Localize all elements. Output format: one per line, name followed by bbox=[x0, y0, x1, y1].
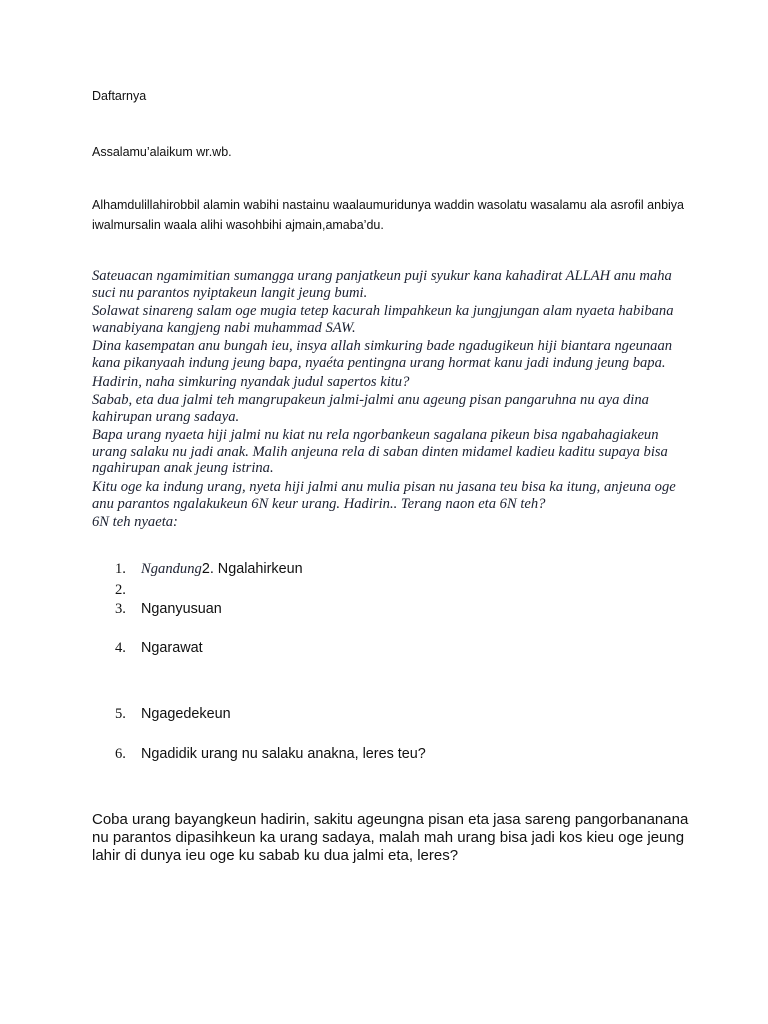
list-item-text: Ngarawat bbox=[141, 640, 203, 656]
list-item-text-extra: 2. Ngalahirkeun bbox=[201, 561, 303, 577]
speech-paragraph: Dina kasempatan anu bungah ieu, insya allah simkuring bade ngadugikeun hiji biantara ngeunaan kana pikanyaah indung jeung bapa, nyaéta pentingna urang hormat kanu jadi indung jeung bapa. bbox=[92, 338, 673, 371]
list-number: 4. bbox=[115, 640, 126, 656]
list-item-text: Ngagedekeun bbox=[141, 706, 231, 722]
list-item-text: Nganyusuan bbox=[141, 601, 222, 617]
speech-paragraph: Kitu oge ka indung urang, nyeta hiji jalmi anu mulia pisan nu jasana teu bisa ka itung, anjeuna oge anu parantos ngalakukeun 6N keur urang. Hadirin.. Terang naon eta 6N teh? bbox=[92, 479, 676, 512]
speech-body bbox=[92, 268, 692, 533]
list-number: 3. bbox=[115, 601, 126, 617]
list-number: 2. bbox=[115, 582, 126, 598]
list-item-text: Ngandung bbox=[141, 561, 202, 577]
closing-paragraph: Coba urang bayangkeun hadirin, sakitu ageungna pisan eta jasa sareng pangorbananana nu parantos dipasihkeun ka urang sadaya, malah mah urang bisa jadi kos kieu oge jeung lahir di dunya ieu oge ku sabab ku dua jalmi eta, leres? bbox=[92, 811, 689, 864]
list-item bbox=[115, 582, 141, 599]
list-item bbox=[115, 640, 203, 657]
list-item bbox=[115, 746, 426, 763]
speech-paragraph: Bapa urang nyaeta hiji jalmi nu kiat nu rela ngorbankeun sagalana pikeun bisa ngabahagiakeun urang salaku nu jadi anak. Malih anjeuna rela di saban dinten midamel kadieu kaditu supaya bisa ngahirupan anak jeung istrina. bbox=[92, 427, 668, 477]
speech-paragraph: Sateuacan ngamimitian sumangga urang panjatkeun puji syukur kana kahadirat ALLAH anu maha suci nu parantos nyiptakeun langit jeung bumi. bbox=[92, 268, 672, 301]
list-item bbox=[115, 561, 303, 578]
speech-paragraph: Sabab, eta dua jalmi teh mangrupakeun jalmi-jalmi anu ageung pisan pangaruhna nu aya dina kahirupan urang sadaya. bbox=[92, 392, 649, 425]
speech-paragraph: Solawat sinareng salam oge mugia tetep kacurah limpahkeun ka jungjungan alam nyaeta habibana wanabiyana kangjeng nabi muhammad SAW. bbox=[92, 303, 674, 336]
list-item bbox=[115, 601, 222, 618]
speech-paragraph: 6N teh nyaeta: bbox=[92, 514, 178, 531]
opening-paragraph: Alhamdulillahirobbil alamin wabihi nastainu waalaumuridunya waddin wasolatu wasalamu ala asrofil anbiya iwalmursalin waala alihi wasohbihi ajmain,amaba’du. bbox=[92, 198, 684, 232]
list-number: 6. bbox=[115, 746, 126, 762]
greeting-line: Assalamu’alaikum wr.wb. bbox=[92, 145, 232, 159]
speech-paragraph: Hadirin, naha simkuring nyandak judul sapertos kitu? bbox=[92, 373, 410, 390]
document-title: Daftarnya bbox=[92, 89, 147, 103]
list-item-text: Ngadidik urang nu salaku anakna, leres teu? bbox=[141, 746, 426, 762]
list-number: 1. bbox=[115, 561, 126, 577]
list-number: 5. bbox=[115, 706, 126, 722]
list-item bbox=[115, 706, 231, 723]
